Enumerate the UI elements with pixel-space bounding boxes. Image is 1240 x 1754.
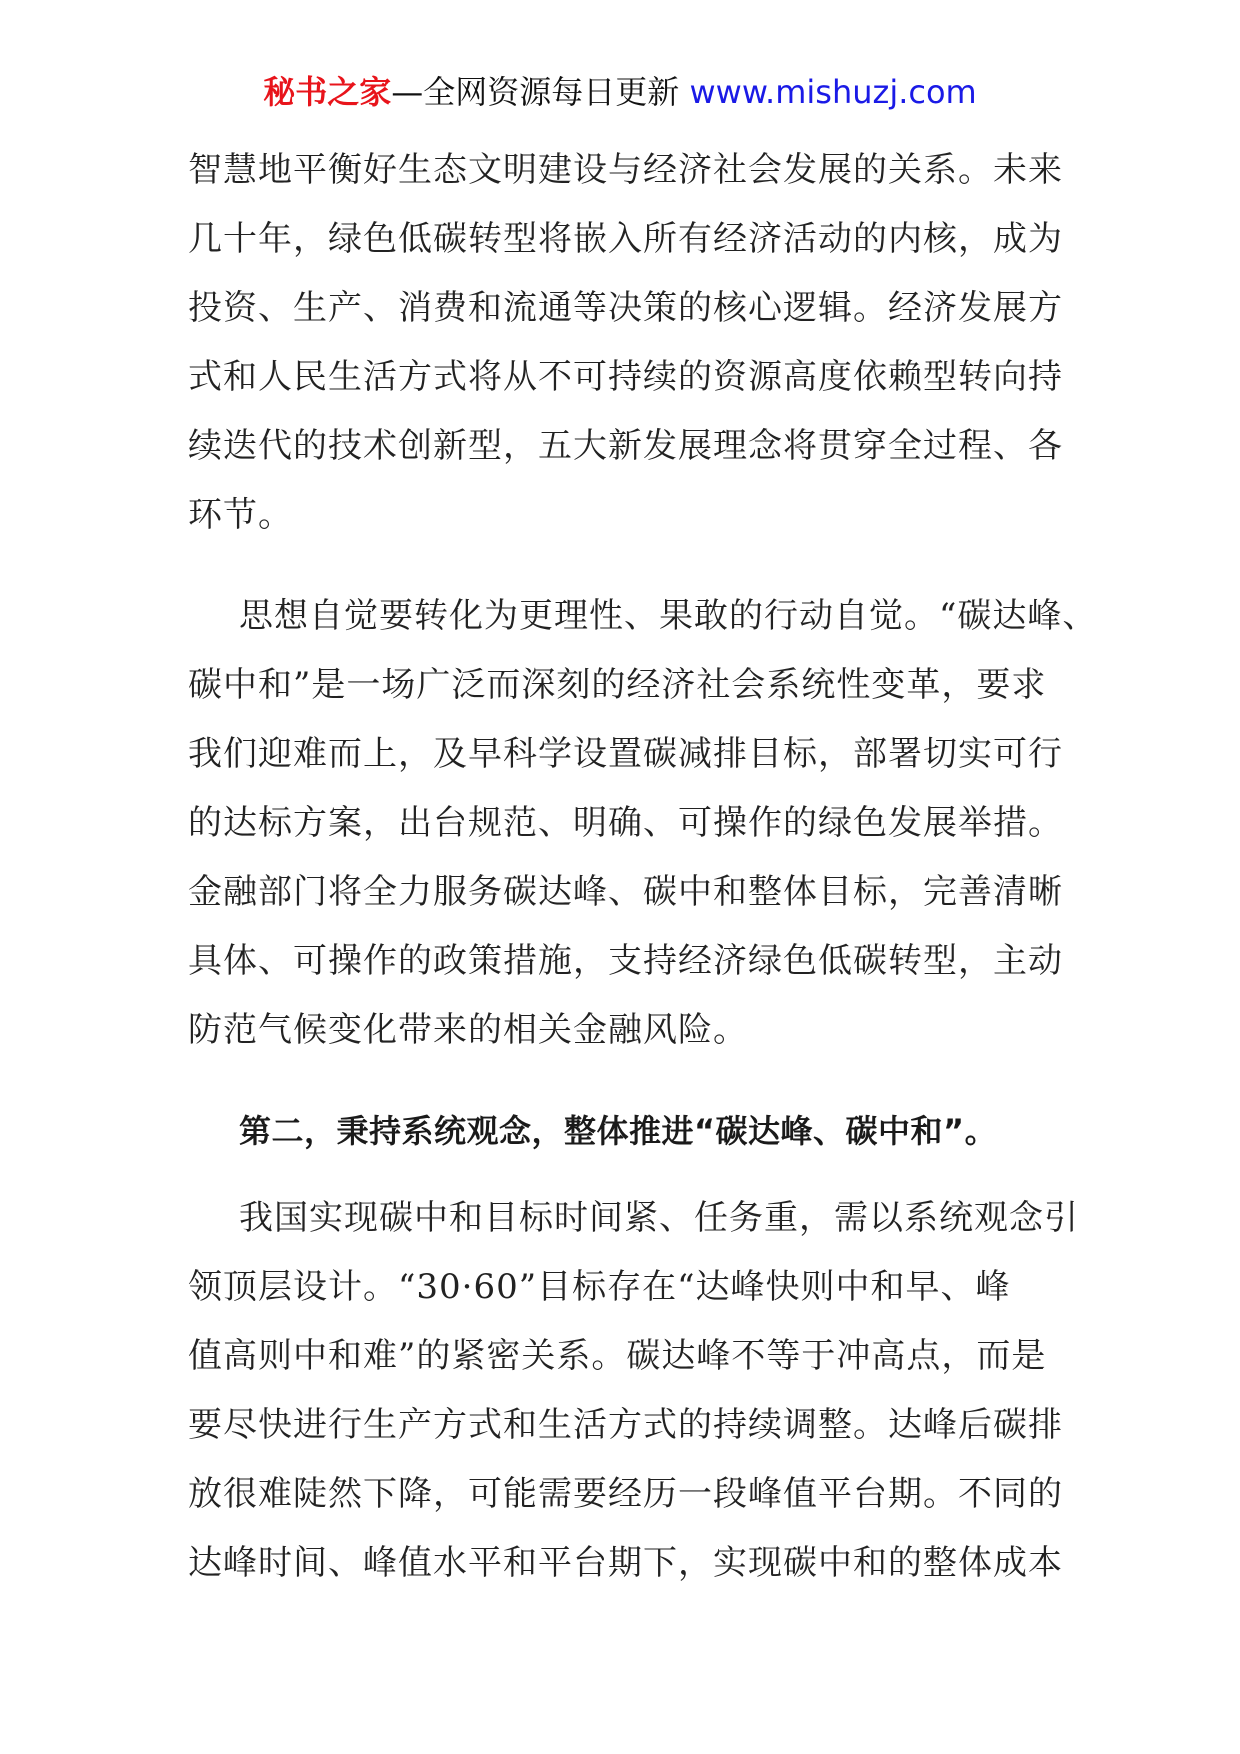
text-line: 碳中和”是一场广泛而深刻的经济社会系统性变革，要求 bbox=[188, 665, 1047, 705]
section-heading: 第二，秉持系统观念，整体推进“碳达峰、碳中和”。 bbox=[239, 1112, 998, 1150]
text-line: 领顶层设计。“30·60”目标存在“达峰快则中和早、峰 bbox=[188, 1267, 1011, 1307]
text-line: 式和人民生活方式将从不可持续的资源高度依赖型转向持 bbox=[188, 357, 1063, 397]
text-line: 金融部门将全力服务碳达峰、碳中和整体目标，完善清晰 bbox=[188, 872, 1063, 912]
paragraph-1 bbox=[188, 136, 1063, 550]
text-line: 智慧地平衡好生态文明建设与经济社会发展的关系。未来 bbox=[188, 150, 1063, 190]
document-body bbox=[188, 136, 1098, 1598]
header-tagline: —全网资源每日更新 bbox=[391, 73, 680, 111]
text-line: 防范气候变化带来的相关金融风险。 bbox=[188, 1010, 748, 1050]
text-line: 达峰时间、峰值水平和平台期下，实现碳中和的整体成本 bbox=[188, 1543, 1063, 1583]
text-line: 环节。 bbox=[188, 495, 293, 535]
text-line: 续迭代的技术创新型，五大新发展理念将贯穿全过程、各 bbox=[188, 426, 1063, 466]
text-line: 我们迎难而上，及早科学设置碳减排目标，部署切实可行 bbox=[188, 734, 1063, 774]
text-line: 的达标方案，出台规范、明确、可操作的绿色发展举措。 bbox=[188, 803, 1063, 843]
website-link[interactable]: www.mishuzj.com bbox=[689, 73, 977, 111]
text-line: 具体、可操作的政策措施，支持经济绿色低碳转型，主动 bbox=[188, 941, 1063, 981]
text-line: 值高则中和难”的紧密关系。碳达峰不等于冲高点，而是 bbox=[188, 1336, 1047, 1376]
watermark-header bbox=[0, 70, 1240, 114]
text-line: 投资、生产、消费和流通等决策的核心逻辑。经济发展方 bbox=[188, 288, 1063, 328]
text-line: 放很难陡然下降，可能需要经历一段峰值平台期。不同的 bbox=[188, 1474, 1063, 1514]
text-line: 要尽快进行生产方式和生活方式的持续调整。达峰后碳排 bbox=[188, 1405, 1063, 1445]
text-line: 几十年，绿色低碳转型将嵌入所有经济活动的内核，成为 bbox=[188, 219, 1063, 259]
brand-name: 秘书之家 bbox=[263, 73, 392, 111]
text-line: 我国实现碳中和目标时间紧、任务重，需以系统观念引 bbox=[239, 1198, 1079, 1238]
text-line: 思想自觉要转化为更理性、果敢的行动自觉。“碳达峰、 bbox=[239, 596, 1098, 636]
paragraph-2 bbox=[188, 582, 1098, 1065]
paragraph-3 bbox=[188, 1184, 1079, 1598]
